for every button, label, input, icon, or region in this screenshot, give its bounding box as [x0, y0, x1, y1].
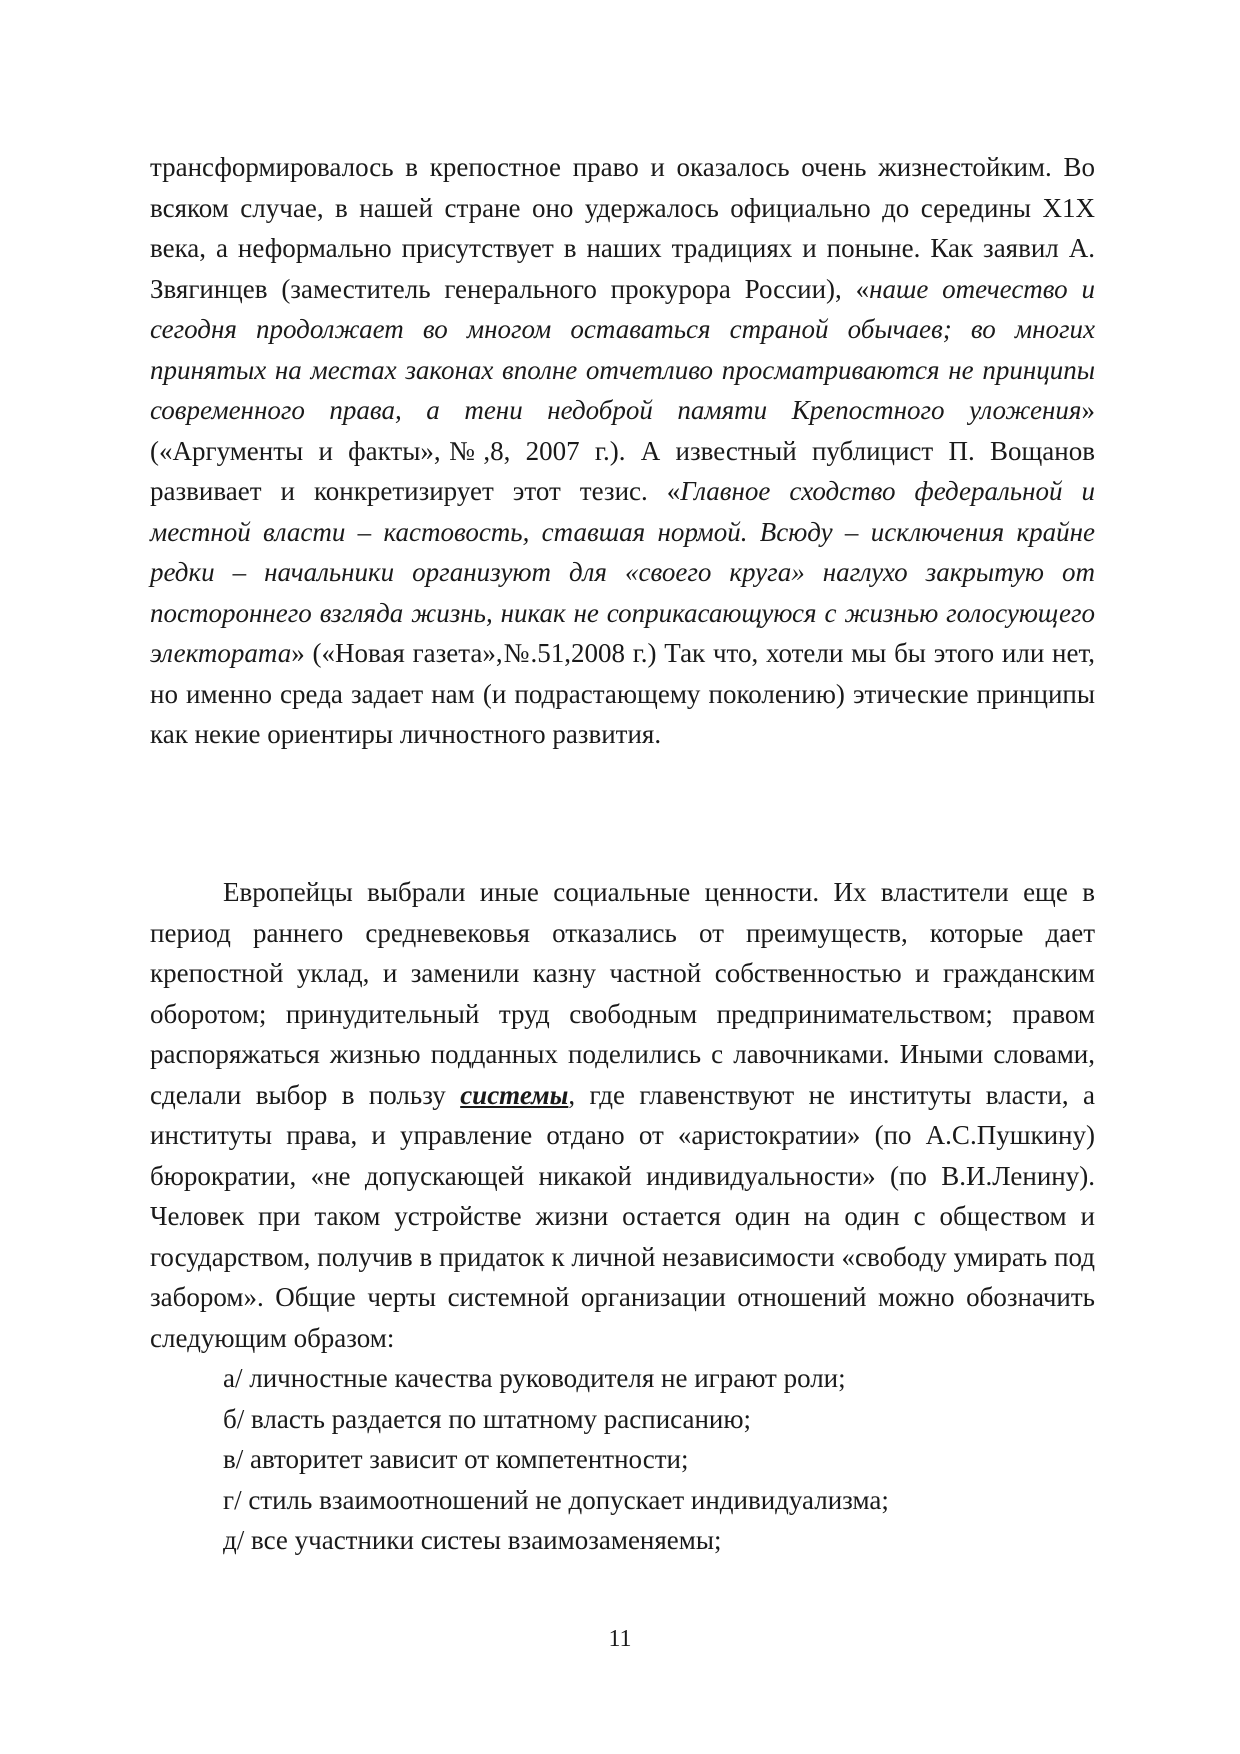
paragraph-serfdom [150, 147, 1095, 755]
text-run: трансформировалось в крепостное право и оказалось очень жизнестойким. Во всяком случае, в нашей стране оно удержалось официально до середины Х1Х века, а неформально присутствует в наших традициях и поныне. Как заявил А. Звягинцев (заместитель генерального прокурора России), « [150, 152, 1095, 304]
list-item: а/ личностные качества руководителя не играют роли; [223, 1363, 846, 1393]
list-item: г/ стиль взаимоотношений не допускает индивидуализма; [223, 1484, 889, 1515]
text-run: , где главенствуют не институты власти, а институты права, и управление отдано от «аристократии» (по А.С.Пушкину) бюрократии, «не допускающей никакой индивидуальности» (по В.И.Ленину). Человек при таком устройстве жизни остается один на один с обществом и государством, получив в придаток к личной независимости «свободу умирать под забором». Общие черты системной организации отношений можно обозначить следующим образом: [150, 1079, 1095, 1353]
emphasized-term: системы [460, 1079, 569, 1110]
paragraph-europeans [150, 872, 1095, 1561]
text-run: » («Аргументы и факты»,№,8, 2007 г.). А известный публицист П. Вощанов развивает и конкретизирует этот тезис. « [150, 395, 1095, 506]
paragraph-2 [150, 872, 1095, 1358]
list-item: в/ авторитет зависит от компетентности; [223, 1444, 689, 1474]
quote-zvyagintsev: наше отечество и сегодня продолжает во многом оставаться страной обычаев; во многих принятых на местах законах вполне отчетливо просматриваются не принципы современного права, а тени недоброй памяти Крепостного уложения [150, 273, 1095, 425]
page-number: 11 [608, 1626, 632, 1652]
features-list [150, 1358, 1095, 1561]
quote-voshchanov: Главное сходство федеральной и местной власти – кастовость, ставшая нормой. Всюду – исключения крайне редки – начальники организуют для «своего круга» наглухо закрытую от постороннего взгляда жизнь, никак не соприкасающуюся с жизнью голосующего электората [150, 476, 1095, 668]
list-item: д/ все участники систеы взаимозаменяемы; [223, 1525, 722, 1555]
text-run: » («Новая газета»,№.51,2008 г.) Так что, хотели мы бы этого или нет, но именно среда задает нам (и подрастающему поколению) этические принципы как некие ориентиры личностного развития. [150, 638, 1095, 749]
paragraph-1 [150, 147, 1095, 755]
text-run: Европейцы выбрали иные социальные ценности. Их властители еще в период раннего средневековья отказались от преимуществ, которые дает крепостной уклад, и заменили казну частной собственностью и гражданским оборотом; принудительный труд свободным предпринимательством; правом распоряжаться жизнью подданных поделились с лавочниками. Иными словами, сделали выбор в пользу [150, 877, 1095, 1110]
list-item: б/ власть раздается по штатному расписанию; [223, 1403, 752, 1434]
